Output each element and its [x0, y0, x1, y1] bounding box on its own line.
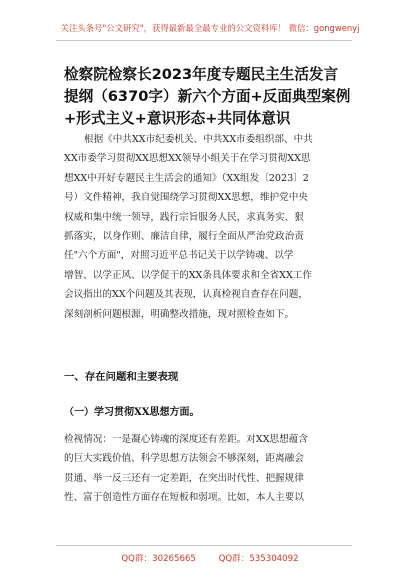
header-banner: 关注头条号"公文研究"，获得最新最全最专业的公文资料库！ 微信：gongwenyj — [60, 23, 360, 33]
text-line: 会议指出的XX个问题及其表现，认真检视自查存在问题， — [64, 289, 308, 301]
text-line: 想XX中开好专题民主生活会的通知》（XX组发〔2023〕2 — [64, 172, 309, 184]
document-title — [64, 64, 364, 130]
title-line: 提纲（6370字）新六个方面+反面典型案例 — [64, 88, 351, 105]
sub-heading: （一）学习贯彻XX思想方面。 — [64, 407, 200, 418]
title-line: 检察院检察长2023年度专题民主生活发言 — [64, 66, 339, 83]
text-line: 增智、以学正风、以学促干的XX条具体要求和全省XX工作 — [64, 269, 312, 281]
footer-qq-group-1: QQ群：30265665 — [121, 554, 196, 564]
text-line: 号）文件精神，我自觉围绕学习贯彻XX思想，维护党中央 — [64, 192, 308, 204]
text-line: 的巨大实践价值、科学思想方法领会不够深刻，距离融会 — [64, 453, 304, 465]
title-line: +形式主义+意识形态+共同体意识 — [64, 110, 291, 127]
footer-divider — [56, 545, 352, 546]
text-line: 根据《中共XX市纪委机关、中共XX市委组织部、中共 — [84, 134, 313, 145]
footer-banner — [60, 552, 360, 564]
text-line: XX市委学习贯彻XX思想XX领导小组关于在学习贯彻XX思 — [64, 153, 311, 165]
text-line: 检视情况：一是凝心铸魂的深度还有差距。对XX思想蕴含 — [64, 434, 308, 445]
review-paragraph — [64, 430, 364, 508]
text-line: 深刻剖析问题根源，明确整改措施，现对照检查如下。 — [64, 308, 295, 320]
text-line: 权威和集中统一领导，践行宗旨服务人民，求真务实、狠 — [64, 211, 304, 223]
text-line: 抓落实，以身作则、廉洁自律，履行全面从严治党政治责 — [64, 231, 304, 243]
footer-qq-group-2: QQ群：535304092 — [218, 554, 299, 564]
text-line: 性、富于创造性方面存在短板和弱项。比如，本人主要以 — [64, 492, 304, 504]
intro-paragraph — [64, 130, 364, 324]
text-line: 贯通、举一反三还有一定差距，在突出时代性、把握规律 — [64, 472, 304, 484]
header-divider — [56, 40, 352, 41]
text-line: 任"六个方面"，对照习近平总书记关于以学铸魂、以学 — [64, 250, 294, 262]
section-heading: 一、存在问题和主要表现 — [64, 371, 179, 383]
